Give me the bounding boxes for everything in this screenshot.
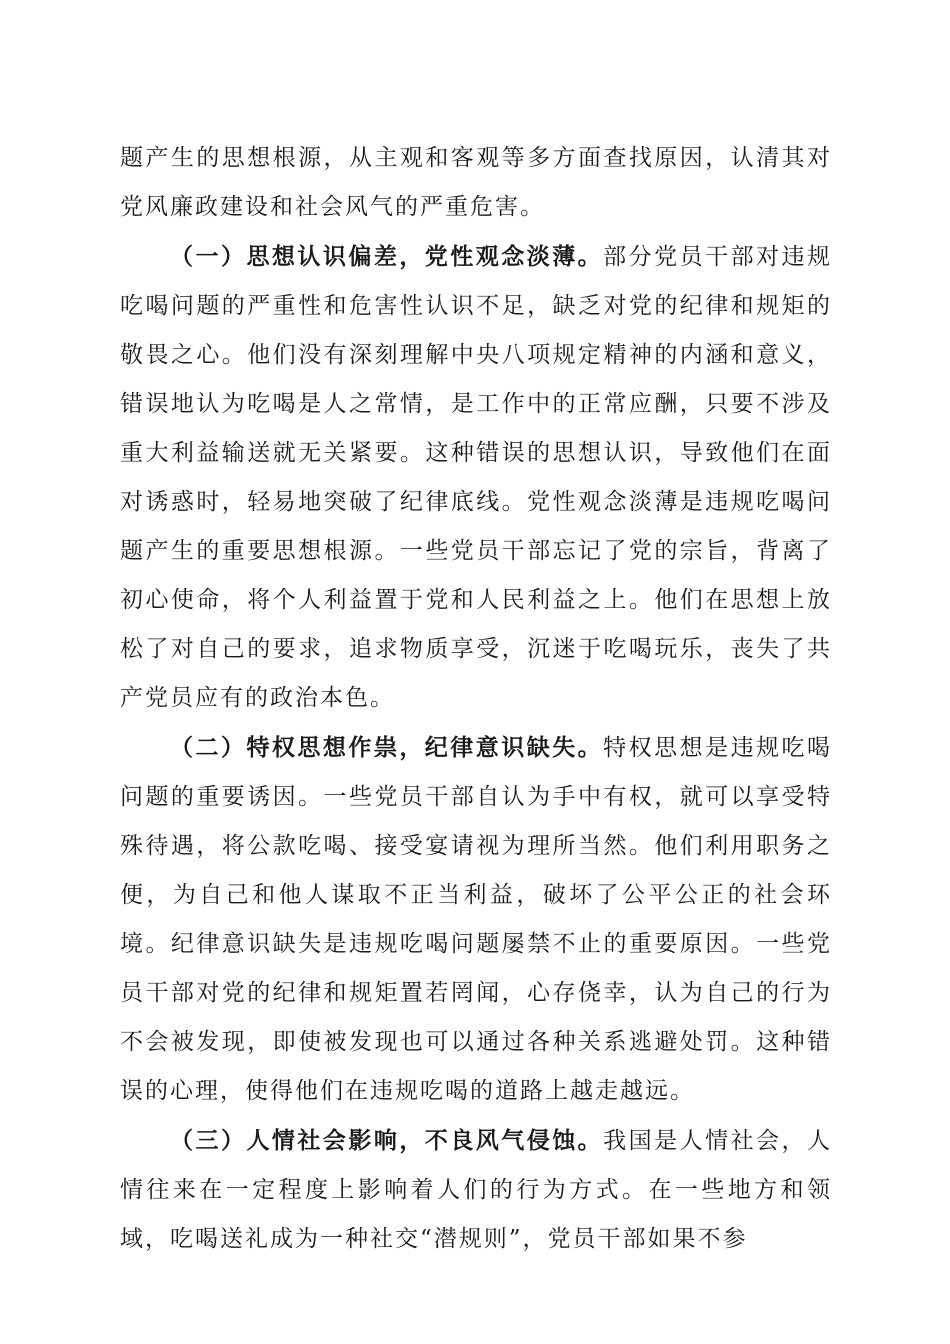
paragraph-intro-text: 题产生的思想根源，从主观和客观等多方面查找原因，认清其对党风廉政建设和社会风气的严重危害。 <box>120 145 832 220</box>
section-3-body: 我国是人情社会，人情往来在一定程度上影响着人们的行为方式。在一些地方和领域，吃喝送礼成为一种社交“潜规则”，党员干部如果不参 <box>120 1128 833 1252</box>
section-1-heading: （一）思想认识偏差，党性观念淡薄。 <box>170 243 604 270</box>
paragraph-section-3 <box>120 1116 832 1264</box>
paragraph-section-1 <box>120 232 832 723</box>
section-3-heading: （三）人情社会影响，不良风气侵蚀。 <box>170 1127 604 1154</box>
section-2-body: 特权思想是违规吃喝问题的重要诱因。一些党员干部自认为手中有权，就可以享受特殊待遇，将公款吃喝、接受宴请视为理所当然。他们利用职务之便，为自己和他人谋取不正当利益，破坏了公平公正的社会环境。纪律意识缺失是违规吃喝问题屡禁不止的重要原因。一些党员干部对党的纪律和规矩置若罔闻，心存侥幸，认为自己的行为不会被发现，即使被发现也可以通过各种关系逃避处罚。这种错误的心理，使得他们在违规吃喝的道路上越走越远。 <box>120 735 833 1104</box>
paragraph-section-2 <box>120 723 832 1116</box>
section-2-heading: （二）特权思想作祟，纪律意识缺失。 <box>170 734 604 761</box>
section-1-body: 部分党员干部对违规吃喝问题的严重性和危害性认识不足，缺乏对党的纪律和规矩的敬畏之心。他们没有深刻理解中央八项规定精神的内涵和意义，错误地认为吃喝是人之常情，是工作中的正常应酬，只要不涉及重大利益输送就无关紧要。这种错误的思想认识，导致他们在面对诱惑时，轻易地突破了纪律底线。党性观念淡薄是违规吃喝问题产生的重要思想根源。一些党员干部忘记了党的宗旨，背离了初心使命，将个人利益置于党和人民利益之上。他们在思想上放松了对自己的要求，追求物质享受，沉迷于吃喝玩乐，丧失了共产党员应有的政治本色。 <box>120 244 833 711</box>
paragraph-intro <box>120 134 832 232</box>
document-body <box>120 134 832 1264</box>
